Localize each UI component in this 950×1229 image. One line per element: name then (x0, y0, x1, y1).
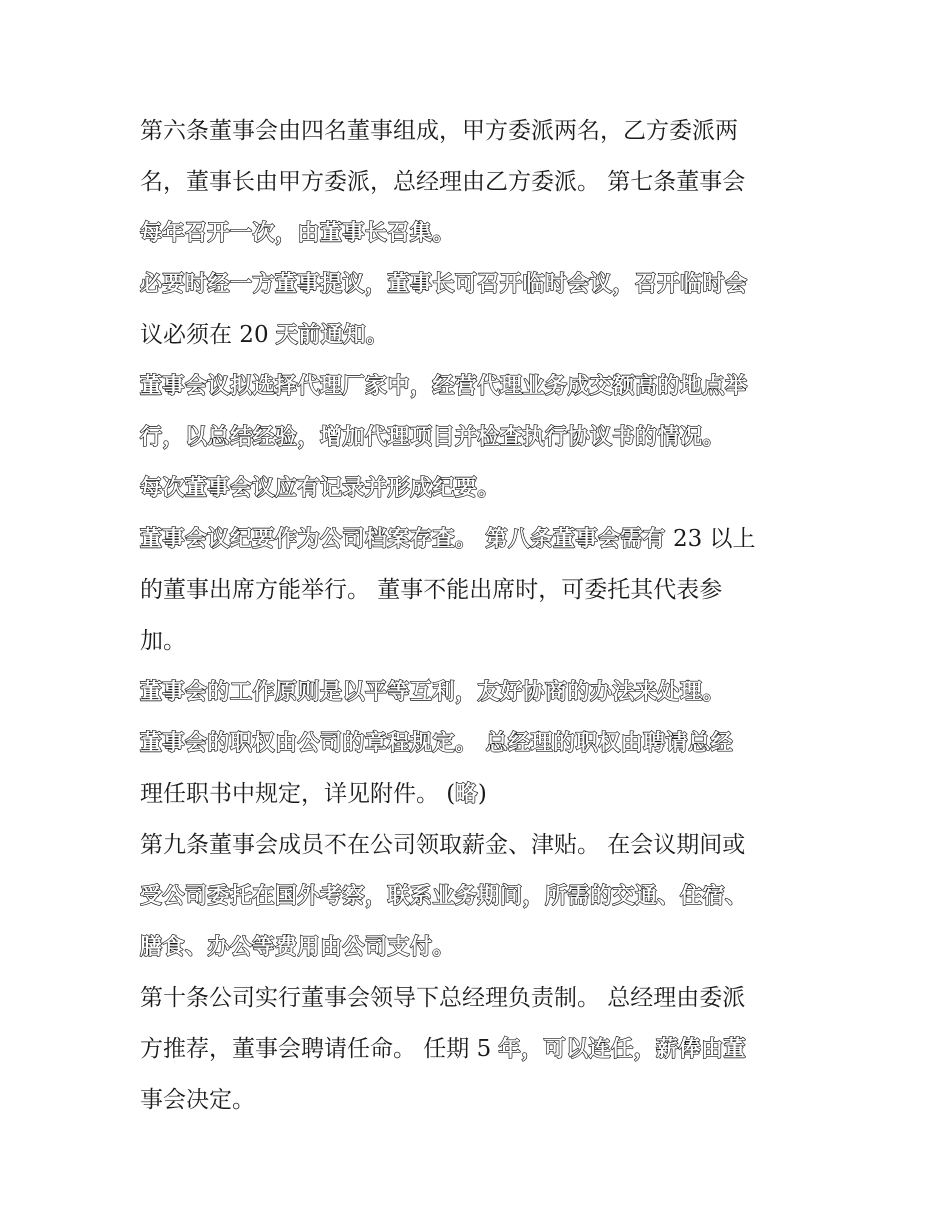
text-segment: 事会决定。 (140, 1087, 255, 1113)
text-line (140, 106, 820, 157)
text-segment: 23 以上 (665, 526, 756, 552)
outlined-text-segment: 董事会的职权由公司的章程规定。 总经理的职权由聘请总经 (140, 731, 734, 756)
text-segment: 方推荐，董事会聘请任命。 任期 5 (140, 1036, 499, 1062)
document-body (140, 106, 820, 1126)
text-line (140, 565, 820, 616)
text-line (140, 1075, 820, 1126)
outlined-text-segment: 每年召开一次，由董事长召集。 (140, 221, 456, 246)
outlined-text-segment: 年，可以连任，薪俸由董 (498, 1037, 747, 1062)
text-segment: 的董事出席方能举行。 董事不能出席时，可委托其代表参 (140, 577, 723, 603)
outlined-text-segment: 行，以总结经验，增加代理项目并检查执行协议书的情况。 (140, 425, 726, 450)
text-line (140, 718, 820, 769)
text-line (140, 1024, 820, 1075)
text-line (140, 157, 820, 208)
text-line (140, 514, 820, 565)
text-segment: 第六条董事会由四名董事组成，甲方委派两名，乙方委派两 (140, 118, 738, 144)
text-segment: 第十条公司实行董事会领导下总经理负责制。 总经理由委派 (140, 985, 746, 1011)
text-line (140, 361, 820, 412)
outlined-text-segment: 董事会的工作原则是以平等互利，友好协商的办法来处理。 (140, 680, 726, 705)
outlined-text-segment: 膳食、办公等费用由公司支付。 (140, 935, 456, 960)
text-line (140, 922, 820, 973)
text-segment: 议必须在 20 (140, 322, 276, 348)
text-line (140, 463, 820, 514)
text-line (140, 616, 820, 667)
outlined-text-segment: 董事会议拟选择代理厂家中，经营代理业务成交额高的地点举 (140, 374, 748, 399)
text-line (140, 871, 820, 922)
outlined-text-segment: 每次董事会议应有记录并形成纪要。 (140, 476, 501, 501)
text-line (140, 259, 820, 310)
outlined-text-segment: 董事会议纪要作为公司档案存查。 第八条董事会需有 (140, 527, 666, 552)
text-segment: 名，董事长由甲方委派，总经理由乙方委派。 第七条董事会 (140, 169, 746, 195)
text-line (140, 310, 820, 361)
text-segment: 第九条董事会成员不在公司领取薪金、津贴。 在会议期间或 (140, 832, 746, 858)
text-line (140, 412, 820, 463)
text-line (140, 667, 820, 718)
outlined-text-segment: 略 (455, 782, 478, 807)
text-segment: ) (477, 781, 487, 807)
text-line (140, 208, 820, 259)
outlined-text-segment: 天前通知。 (275, 323, 389, 348)
text-segment: 加。 (140, 628, 186, 654)
text-line (140, 973, 820, 1024)
outlined-text-segment: 必要时经一方董事提议，董事长可召开临时会议，召开临时会 (140, 272, 748, 297)
outlined-text-segment: 受公司委托在国外考察，联系业务期间，所需的交通、住宿、 (140, 884, 748, 909)
text-segment: 理任职书中规定，详见附件。 ( (140, 781, 456, 807)
text-line (140, 820, 820, 871)
text-line (140, 769, 820, 820)
